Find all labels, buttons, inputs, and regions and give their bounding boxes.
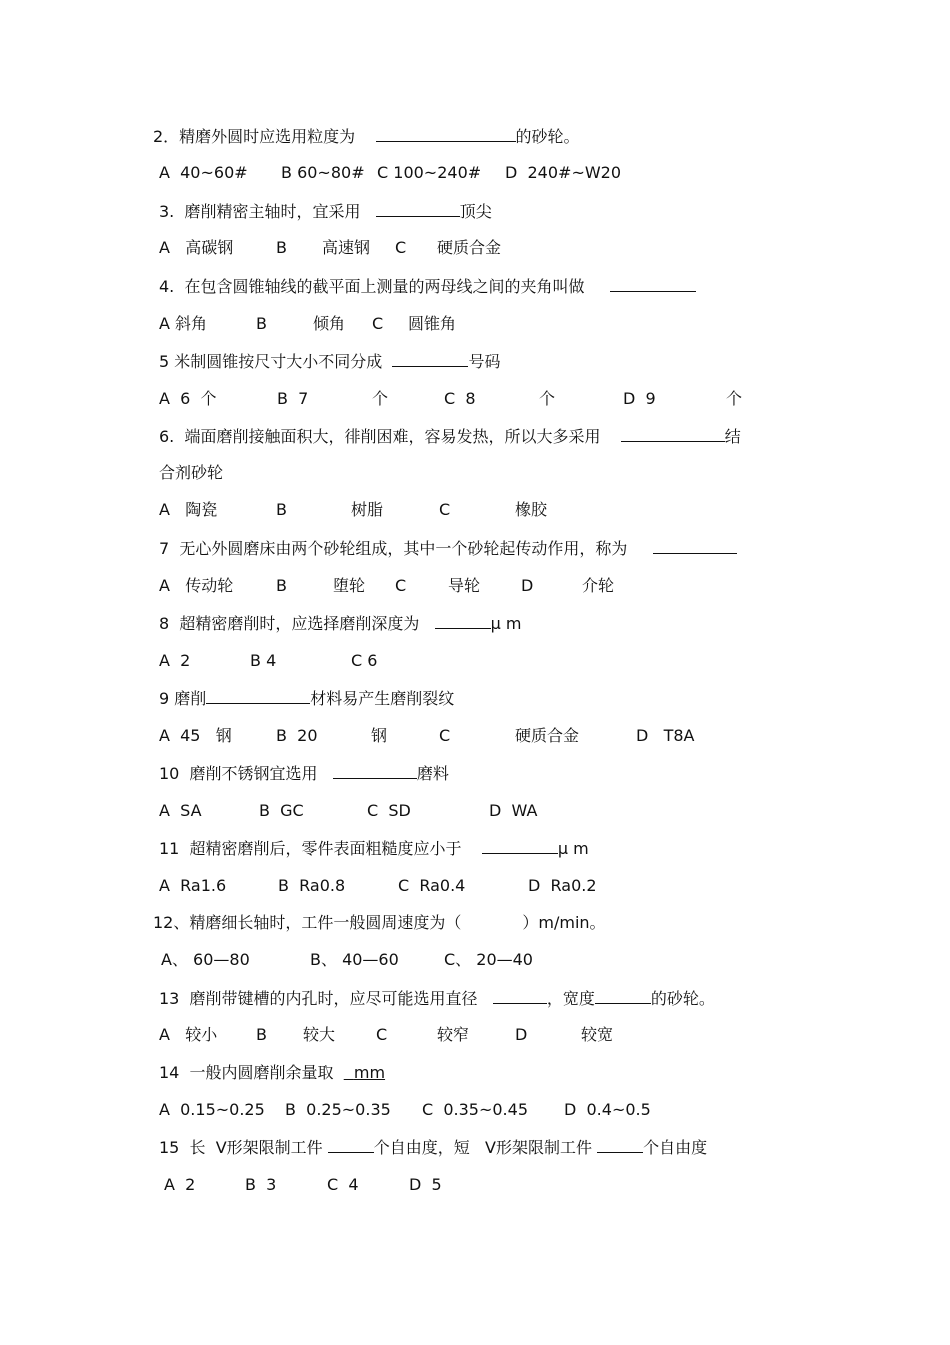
- option-b: B 60~80#: [281, 163, 365, 182]
- option-b: 高速钢: [322, 238, 371, 257]
- answer-blank: [392, 351, 468, 367]
- option-c: C 6: [351, 651, 378, 670]
- option-a: A、 60—80: [161, 950, 250, 969]
- option-d-letter: D: [515, 1025, 528, 1044]
- option-a: A 40~60#: [159, 163, 248, 182]
- question-11: 11 超精密磨削后，零件表面粗糙度应小于 μ m: [159, 839, 589, 858]
- option-d-unit: 个: [726, 389, 743, 408]
- option-a: A 陶瓷: [159, 500, 218, 519]
- option-d: 介轮: [582, 576, 615, 595]
- option-b: B、 40—60: [310, 950, 399, 969]
- option-b: B Ra0.8: [278, 876, 346, 895]
- option-c: C 100~240#: [377, 163, 482, 182]
- answer-blank: mm: [353, 1063, 386, 1082]
- answer-blank: [653, 538, 737, 554]
- option-d: D WA: [489, 801, 538, 820]
- option-c: C Ra0.4: [398, 876, 466, 895]
- option-d: D 240#~W20: [505, 163, 622, 182]
- option-c: C、 20—40: [444, 950, 533, 969]
- option-b: B 7: [277, 389, 309, 408]
- option-c: C 0.35~0.45: [422, 1100, 528, 1119]
- question-8: 8 超精密磨削时，应选择磨削深度为 μ m: [159, 614, 522, 633]
- answer-blank: [493, 988, 547, 1004]
- answer-blank: [610, 276, 696, 292]
- option-c-letter: C: [395, 238, 407, 257]
- answer-blank: [206, 688, 310, 704]
- question-10: 10 磨削不锈钢宜选用 磨料: [159, 764, 449, 783]
- question-5: 5 米制圆锥按尺寸大小不同分成 号码: [159, 352, 501, 371]
- option-d: D 9: [623, 389, 656, 408]
- option-b-unit: 钢: [371, 726, 388, 745]
- option-b-letter: B: [276, 500, 287, 519]
- question-3: 3. 磨削精密主轴时，宜采用 顶尖: [159, 202, 492, 221]
- answer-blank: [621, 426, 725, 442]
- option-d: 较宽: [581, 1025, 614, 1044]
- option-a: A 较小: [159, 1025, 218, 1044]
- option-d-letter: D: [521, 576, 534, 595]
- answer-blank: [595, 988, 651, 1004]
- option-b: 倾角: [313, 314, 346, 333]
- option-c: C 8: [444, 389, 476, 408]
- question-15: 15 长 V形架限制工件 个自由度，短 V形架限制工件 个自由度: [159, 1138, 708, 1157]
- option-a: A 2: [159, 651, 191, 670]
- option-c-unit: 个: [539, 389, 556, 408]
- option-b-letter: B: [276, 238, 287, 257]
- option-c-letter: C: [372, 314, 384, 333]
- question-7: 7 无心外圆磨床由两个砂轮组成，其中一个砂轮起传动作用，称为: [159, 538, 737, 559]
- question-4: 4. 在包含圆锥轴线的截平面上测量的两母线之间的夹角叫做: [159, 276, 696, 297]
- option-a: A 高碳钢: [159, 238, 234, 257]
- answer-blank: [328, 1137, 374, 1153]
- option-d: D Ra0.2: [528, 876, 597, 895]
- answer-blank: [482, 838, 558, 854]
- option-b: 堕轮: [333, 576, 366, 595]
- option-a: A 2: [164, 1175, 196, 1194]
- answer-blank: [597, 1137, 643, 1153]
- option-d: D T8A: [636, 726, 695, 745]
- option-c-letter: C: [376, 1025, 388, 1044]
- question-6-continuation: 合剂砂轮: [159, 463, 224, 482]
- option-c: 橡胶: [515, 500, 548, 519]
- option-b: B 0.25~0.35: [285, 1100, 391, 1119]
- answer-blank: [376, 201, 460, 217]
- option-b-letter: B: [256, 1025, 267, 1044]
- option-a: A 传动轮: [159, 576, 234, 595]
- option-b: B 3: [245, 1175, 277, 1194]
- option-c: 圆锥角: [408, 314, 457, 333]
- answer-blank: [333, 763, 417, 779]
- option-c: C SD: [367, 801, 411, 820]
- option-c-letter: C: [439, 726, 451, 745]
- option-c: 硬质合金: [437, 238, 502, 257]
- option-a: A 斜角: [159, 314, 208, 333]
- option-b-unit: 个: [372, 389, 389, 408]
- option-a: A Ra1.6: [159, 876, 227, 895]
- option-b: B 20: [276, 726, 318, 745]
- question-9: 9 磨削 材料易产生磨削裂纹: [159, 689, 455, 708]
- question-2: 2．精磨外圆时应选用粒度为 的砂轮。: [153, 127, 580, 146]
- option-d: D 0.4~0.5: [564, 1100, 651, 1119]
- option-c: 导轮: [448, 576, 481, 595]
- question-12: 12、精磨细长轴时，工件一般圆周速度为（ ）m/min。: [153, 913, 606, 932]
- option-c: 硬质合金: [515, 726, 580, 745]
- option-c-letter: C: [439, 500, 451, 519]
- question-14: 14 一般内圆磨削余量取 mm: [159, 1063, 386, 1082]
- option-b: B GC: [259, 801, 304, 820]
- option-b-letter: B: [256, 314, 267, 333]
- question-13: 13 磨削带键槽的内孔时，应尽可能选用直径 ，宽度 的砂轮。: [159, 989, 715, 1008]
- option-a: A SA: [159, 801, 202, 820]
- option-b: 较大: [303, 1025, 336, 1044]
- option-c: C 4: [327, 1175, 359, 1194]
- answer-blank: [435, 613, 491, 629]
- option-d: D 5: [409, 1175, 442, 1194]
- option-a: A 6 个: [159, 389, 217, 408]
- option-b-letter: B: [276, 576, 287, 595]
- option-c: 较窄: [437, 1025, 470, 1044]
- answer-blank: [376, 126, 516, 142]
- option-a: A 0.15~0.25: [159, 1100, 265, 1119]
- option-b: 树脂: [351, 500, 384, 519]
- question-6: 6. 端面磨削接触面积大，徘削困难，容易发热，所以大多采用 结: [159, 427, 741, 446]
- option-a: A 45 钢: [159, 726, 232, 745]
- option-b: B 4: [250, 651, 277, 670]
- option-c-letter: C: [395, 576, 407, 595]
